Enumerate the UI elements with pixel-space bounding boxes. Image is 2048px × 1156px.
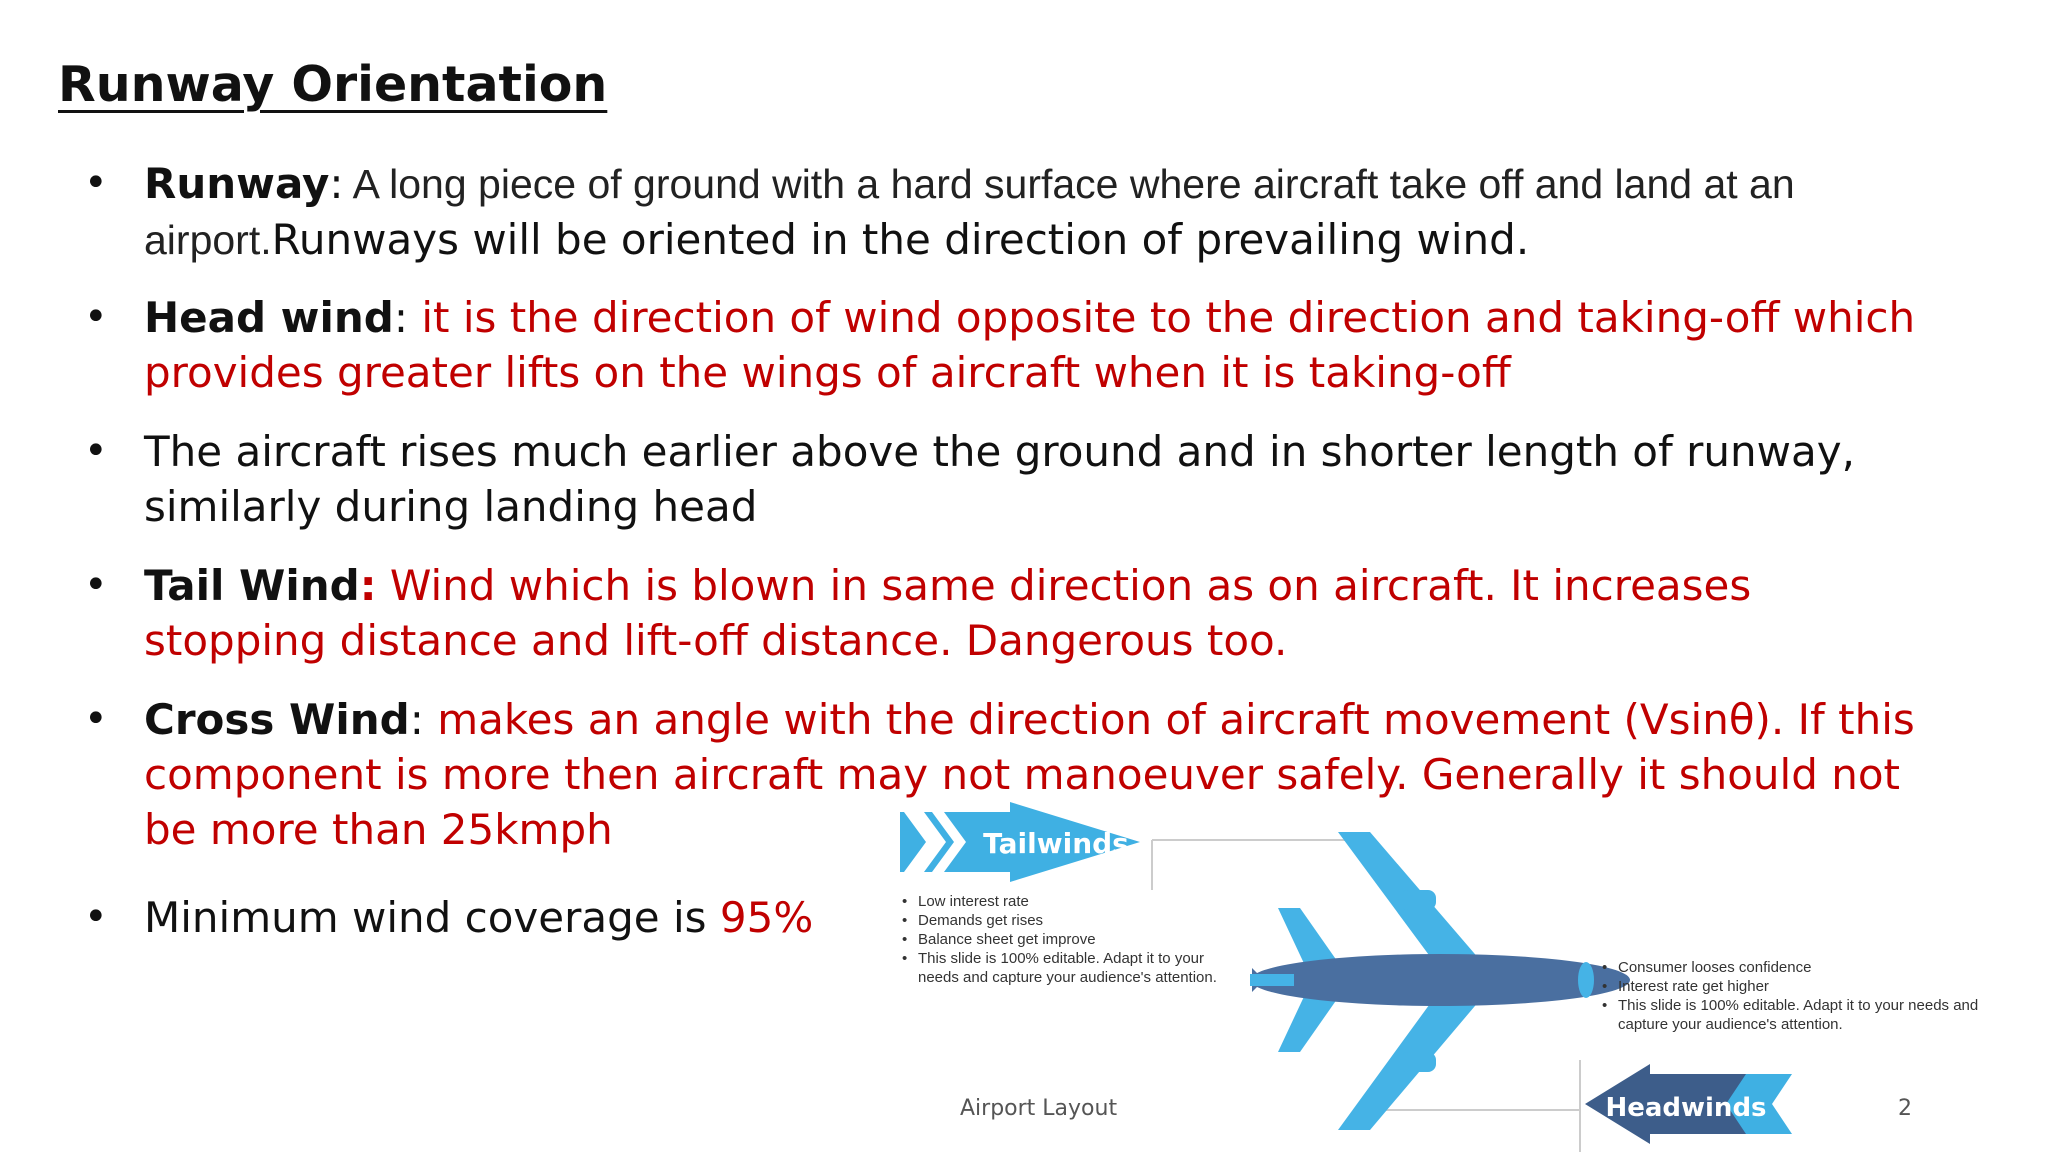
separator: :	[409, 695, 424, 744]
footer-title: Airport Layout	[960, 1096, 1118, 1121]
bullet-dot: •	[84, 294, 108, 340]
separator: :	[329, 159, 344, 208]
bullet-runway	[84, 156, 1944, 268]
separator: :	[359, 561, 377, 610]
term-tail-wind: Tail Wind	[144, 561, 360, 610]
tail-wind-definition: Wind which is blown in same direction as on aircraft. It increases stopping distance and lift-off distance. Dangerous too.	[144, 561, 1752, 665]
bullet-dot: •	[84, 428, 108, 474]
bullet-dot: •	[84, 894, 108, 940]
bullet-dot: •	[84, 160, 108, 206]
airplane-icon	[1250, 832, 1630, 1130]
bullet-dot: •	[84, 696, 108, 742]
term-cross-wind: Cross Wind	[144, 695, 410, 744]
headwinds-label: Headwinds	[1605, 1093, 1767, 1123]
separator: :	[393, 293, 408, 342]
aircraft-rises-text: The aircraft rises much earlier above the ground and in shorter length of runway, similarly during landing head	[144, 427, 1855, 531]
list-item: • Demands get rises	[900, 911, 1240, 930]
slide-title: Runway Orientation	[58, 56, 608, 113]
list-item: • Consumer looses confidence	[1600, 958, 1980, 977]
cross-wind-definition: makes an angle with the direction of aircraft movement (Vsinθ). If this component is more then aircraft may not manoeuver safely. Generally it should not be more than 25kmph	[144, 695, 1915, 854]
runway-definition: A long piece of ground with a hard surface where aircraft take off and land at an airport.	[144, 161, 1795, 263]
bullet-aircraft-rises	[84, 424, 1944, 534]
headwinds-list	[1600, 958, 1980, 1034]
list-item: • This slide is 100% editable. Adapt it to your needs and capture your audience's attention.	[1600, 996, 1980, 1034]
runway-orientation-text: Runways will be oriented in the direction of prevailing wind.	[271, 215, 1530, 264]
bullet-dot: •	[84, 562, 108, 608]
head-wind-definition: it is the direction of wind opposite to the direction and taking-off which provides greater lifts on the wings of aircraft when it is taking-off	[144, 293, 1916, 397]
page-number: 2	[1898, 1096, 1912, 1121]
wind-coverage-value: 95%	[719, 893, 814, 942]
list-item: • This slide is 100% editable. Adapt it to your needs and capture your audience's attention.	[900, 949, 1240, 987]
tailwinds-list	[900, 892, 1240, 987]
term-runway: Runway	[144, 159, 330, 208]
tailwinds-label: Tailwinds	[983, 827, 1129, 860]
list-item: • Interest rate get higher	[1600, 977, 1980, 996]
bullet-tail-wind	[84, 558, 1944, 668]
list-item: • Balance sheet get improve	[900, 930, 1240, 949]
headwinds-arrow	[1585, 1064, 1792, 1144]
tailwinds-arrow	[900, 802, 1140, 882]
term-head-wind: Head wind	[144, 293, 394, 342]
wind-coverage-text: Minimum wind coverage is	[144, 893, 720, 942]
list-item: • Low interest rate	[900, 892, 1240, 911]
bullet-head-wind	[84, 290, 1944, 400]
